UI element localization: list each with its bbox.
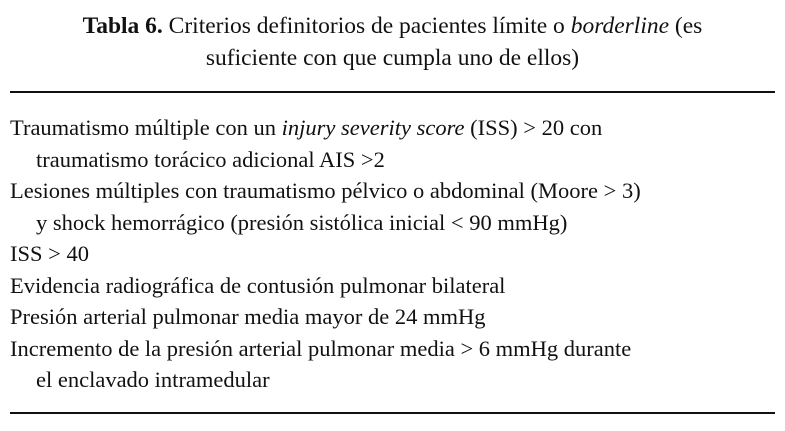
criteria-row [10, 112, 775, 175]
criteria-text: ISS > 40 [10, 241, 89, 266]
criteria-italic-term: injury severity score [281, 115, 465, 140]
caption-text: Criterios definitorios de pacientes límite o [162, 13, 571, 39]
criteria-text: Traumatismo múltiple con un [10, 115, 282, 140]
table-top-rule [10, 91, 775, 93]
criteria-row [10, 270, 775, 302]
criteria-list [10, 112, 775, 396]
criteria-continuation: y shock hemorrágico (presión sistólica inicial < 90 mmHg) [36, 209, 568, 235]
caption-line-2: suficiente con que cumpla uno de ellos) [205, 45, 580, 71]
criteria-text: Incremento de la presión arterial pulmonar media > 6 mmHg durante [10, 335, 632, 361]
caption-text-end: (es [669, 13, 703, 39]
criteria-row [10, 301, 775, 333]
table-bottom-rule [10, 412, 775, 414]
criteria-text: Evidencia radiográfica de contusión pulmonar bilateral [10, 272, 506, 298]
criteria-row [10, 175, 775, 238]
criteria-text-end: (ISS) > 20 con [464, 115, 603, 140]
criteria-text: Lesiones múltiples con traumatismo pélvico o abdominal (Moore > 3) [10, 178, 641, 203]
caption-italic-term: borderline [570, 13, 670, 39]
criteria-continuation: traumatismo torácico adicional AIS >2 [36, 146, 385, 172]
criteria-text: Presión arterial pulmonar media mayor de 24 mmHg [10, 304, 486, 329]
table-caption [0, 10, 785, 74]
table-label: Tabla 6. [82, 13, 163, 39]
criteria-row [10, 333, 775, 396]
criteria-row [10, 238, 775, 270]
criteria-continuation: el enclavado intramedular [36, 367, 270, 392]
